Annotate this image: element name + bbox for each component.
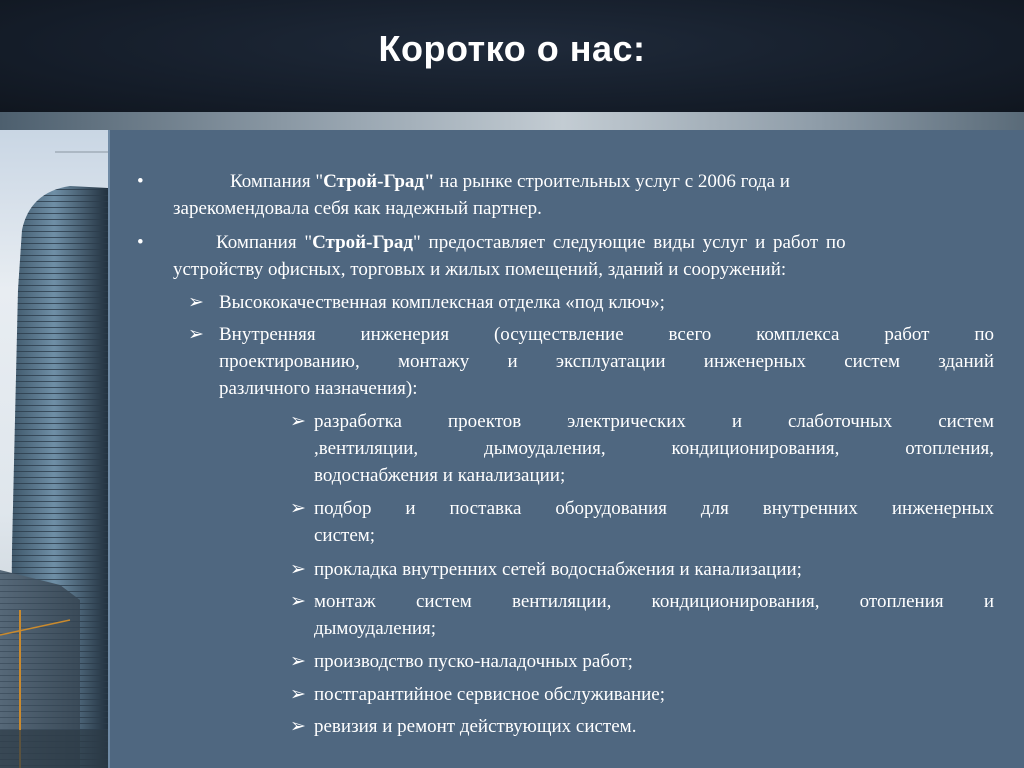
engineering-item: [314, 681, 994, 708]
slide-header: [0, 0, 1024, 112]
skyscraper-photo: [0, 130, 108, 768]
engineering-item: [314, 408, 994, 489]
service-line: Внутренняя инженерия (осуществление всего комплекса работ по: [219, 324, 994, 345]
bullet-1-post: на рынке строительных услуг с 2006 года и: [434, 171, 790, 192]
arrow-bullet-icon: ➢: [188, 324, 204, 345]
engineering-line: водоснабжения и канализации;: [314, 465, 566, 486]
service-line: Высококачественная комплексная отделка «под ключ»;: [219, 292, 665, 313]
slide-title: Коротко о нас:: [378, 28, 646, 69]
engineering-item: [314, 588, 994, 642]
engineering-item: [314, 648, 994, 675]
bullet-marker: •: [137, 171, 144, 192]
bullet-1-pre: Компания ": [230, 171, 324, 192]
engineering-line: подбор и поставка оборудования для внутренних инженерных: [314, 498, 994, 519]
arrow-bullet-icon: ➢: [290, 716, 306, 737]
engineering-line: разработка проектов электрических и слаботочных систем: [314, 411, 994, 432]
bullet-1-line-1: [230, 168, 950, 195]
arrow-bullet-icon: ➢: [290, 684, 306, 705]
arrow-bullet-icon: ➢: [290, 498, 306, 519]
bullet-marker: •: [137, 232, 144, 253]
company-name: Строй-Град: [312, 232, 414, 253]
arrow-bullet-icon: ➢: [290, 651, 306, 672]
skyscraper-illustration: [0, 130, 108, 768]
engineering-item: [314, 495, 994, 549]
service-line: проектированию, монтажу и эксплуатации инженерных систем зданий: [219, 351, 994, 372]
engineering-line: ревизия и ремонт действующих систем.: [314, 716, 637, 737]
arrow-bullet-icon: ➢: [188, 292, 204, 313]
bullet-2-line-2: устройству офисных, торговых и жилых помещений, зданий и сооружений:: [173, 259, 787, 280]
service-line: различного назначения):: [219, 378, 418, 399]
engineering-line: прокладка внутренних сетей водоснабжения и канализации;: [314, 559, 802, 580]
engineering-line: монтаж систем вентиляции, кондиционирования, отопления и: [314, 591, 994, 612]
company-name: Строй-Град": [323, 171, 435, 192]
arrow-bullet-icon: ➢: [290, 591, 306, 612]
arrow-bullet-icon: ➢: [290, 411, 306, 432]
service-item: [219, 289, 994, 316]
arrow-bullet-icon: ➢: [290, 559, 306, 580]
engineering-line: ,вентиляции, дымоудаления, кондиционирования, отопления,: [314, 438, 994, 459]
engineering-line: дымоудаления;: [314, 618, 437, 639]
bullet-1-line-2: зарекомендовала себя как надежный партнер.: [173, 198, 542, 219]
service-item: [219, 321, 994, 402]
engineering-item: [314, 713, 994, 740]
bullet-2-pre: Компания ": [216, 232, 313, 253]
engineering-line: производство пуско-наладочных работ;: [314, 651, 633, 672]
engineering-line: систем;: [314, 525, 376, 546]
header-divider-strip: [0, 112, 1024, 130]
engineering-line: постгарантийное сервисное обслуживание;: [314, 684, 666, 705]
bullet-2-line-1: [216, 229, 994, 256]
bullet-2-post: " предоставляет следующие виды услуг и работ по: [413, 232, 846, 253]
engineering-item: [314, 556, 994, 583]
